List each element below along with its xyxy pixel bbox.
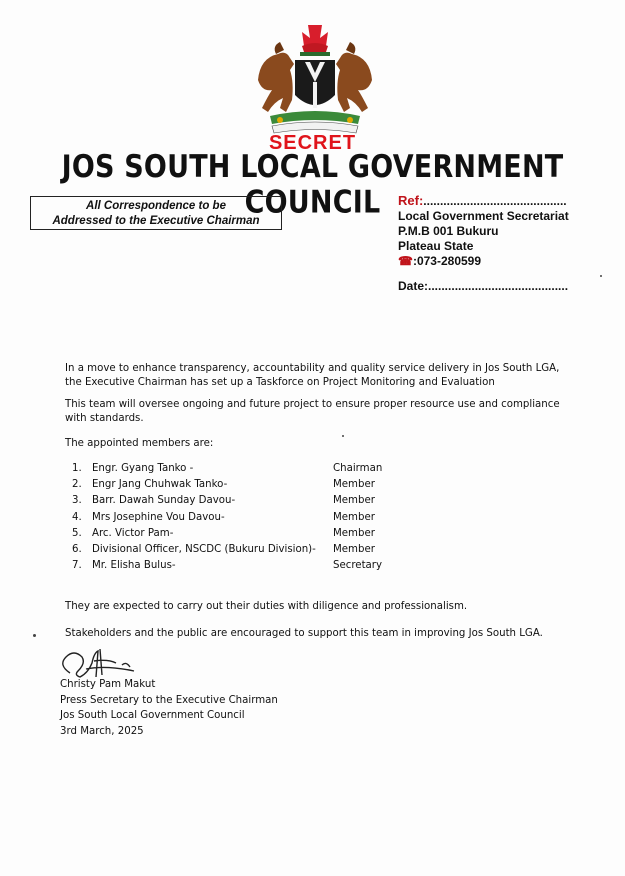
- paragraph-stakeholders: Stakeholders and the public are encouraged to support this team in improving Jos South LGA.: [65, 628, 543, 639]
- date-line: ..........................................: [428, 279, 569, 293]
- signatory-organisation: Jos South Local Government Council: [60, 710, 245, 721]
- members-intro: The appointed members are:: [65, 438, 214, 449]
- date-field: [398, 279, 568, 293]
- signature-block: [60, 677, 278, 739]
- text-line: In a move to enhance transparency, accountability and quality service delivery in Jos South LGA,: [65, 363, 560, 374]
- ref-label: Ref:: [398, 193, 424, 208]
- correspondence-line: All Correspondence to be: [86, 200, 226, 212]
- speck: [33, 634, 36, 637]
- phone-icon: ☎: [398, 254, 413, 268]
- address-block: [398, 193, 569, 269]
- text-line: with standards.: [65, 413, 144, 424]
- list-item: 6. Divisional Officer, NSCDC (Bukuru Division)- Member: [72, 544, 375, 556]
- speck: [600, 275, 602, 277]
- coat-of-arms-icon: [250, 20, 380, 140]
- paragraph-intro: [65, 362, 559, 390]
- letter-date: 3rd March, 2025: [60, 725, 144, 737]
- secret-stamp: SECRET: [268, 132, 357, 154]
- correspondence-note: [30, 196, 282, 230]
- phone-line: [398, 254, 569, 269]
- list-item: 3. Barr. Dawah Sunday Davou- Member: [72, 495, 375, 507]
- paragraph-purpose: [65, 398, 560, 426]
- address-line: Local Government Secretariat: [398, 209, 569, 223]
- paragraph-duties: They are expected to carry out their duties with diligence and professionalism.: [65, 601, 468, 612]
- members-list: [72, 461, 382, 574]
- address-line: Plateau State: [398, 239, 474, 253]
- ref-field: [398, 193, 569, 209]
- text-line: the Executive Chairman has set up a Taskforce on Project Monitoring and Evaluation: [65, 377, 495, 388]
- signatory-name: Christy Pam Makut: [60, 679, 156, 690]
- ref-line: ...........................................: [423, 194, 567, 208]
- text-line: This team will oversee ongoing and future project to ensure proper resource use and compliance: [65, 399, 560, 410]
- correspondence-line: Addressed to the Executive Chairman: [52, 215, 260, 227]
- phone-number: :073-280599: [412, 254, 482, 268]
- speck: [342, 435, 344, 437]
- list-item: 1. Engr. Gyang Tanko - Chairman: [72, 463, 383, 474]
- list-item: 7. Mr. Elisha Bulus- Secretary: [72, 560, 383, 572]
- list-item: 2. Engr Jang Chuhwak Tanko- Member: [72, 479, 375, 491]
- list-item: 4. Mrs Josephine Vou Davou- Member: [72, 511, 375, 523]
- council-name: JOS SOUTH LOCAL GOVERNMENT COUNCIL: [61, 149, 564, 221]
- signatory-title: Press Secretary to the Executive Chairman: [60, 694, 278, 706]
- list-item: 5. Arc. Victor Pam- Member: [72, 527, 375, 539]
- date-label: Date:: [398, 279, 429, 293]
- address-line: P.M.B 001 Bukuru: [398, 224, 499, 238]
